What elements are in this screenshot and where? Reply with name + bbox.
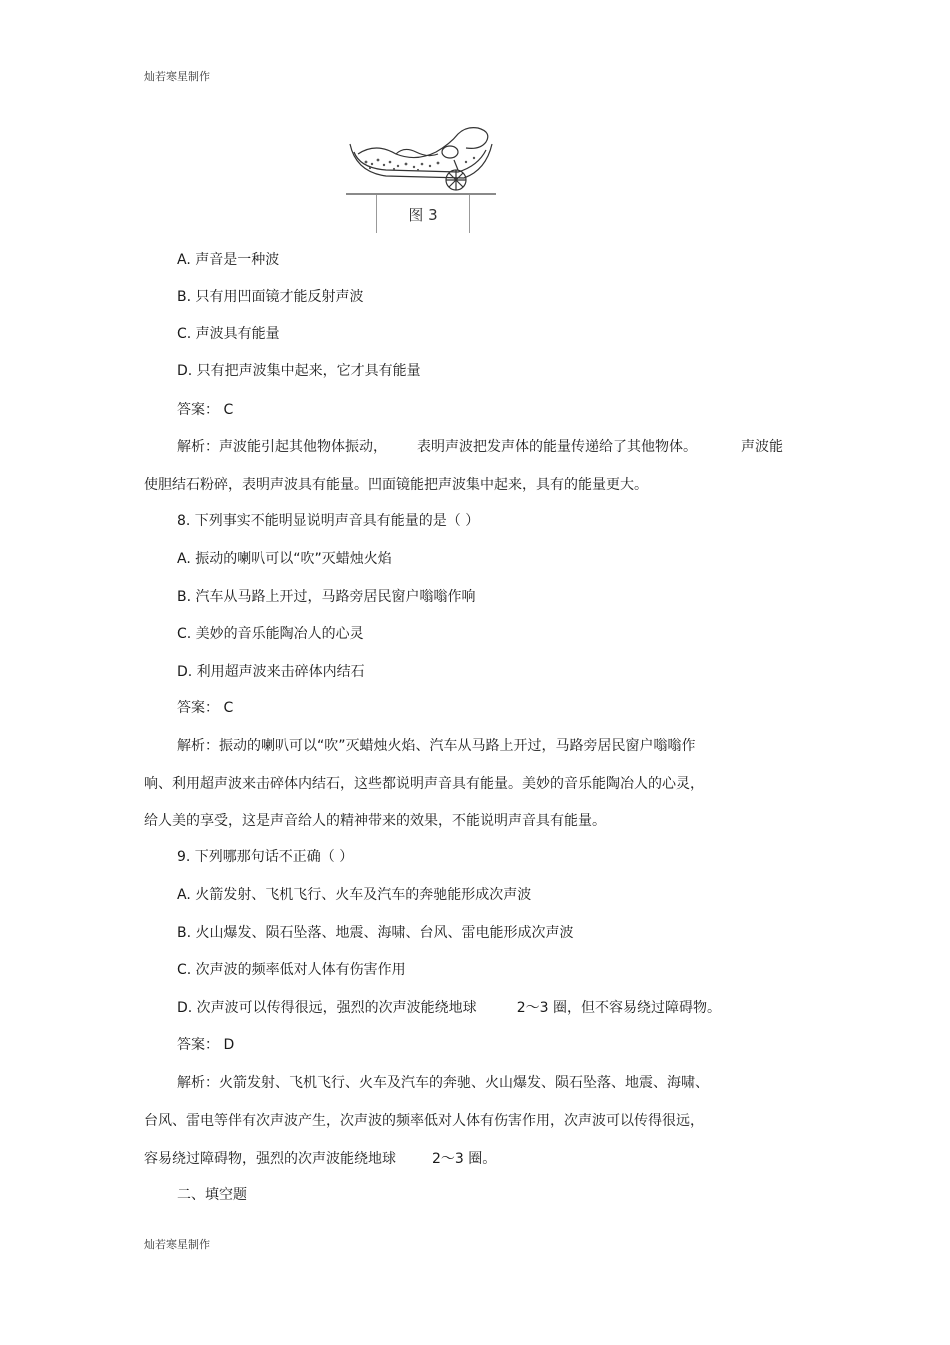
q7-analysis-part-1: 解析：声波能引起其他物体振动， [177, 439, 387, 455]
q8-option-b: B. 汽车从马路上开过，马路旁居民窗户嗡嗡作响 [177, 589, 476, 605]
q7-option-a: A. 声音是一种波 [177, 252, 280, 268]
q9-option-b: B. 火山爆发、陨石坠落、地震、海啸、台风、雷电能形成次声波 [177, 925, 574, 941]
q9-analysis-line-1: 解析：火箭发射、飞机飞行、火车及汽车的奔驰、火山爆发、陨石坠落、地震、海啸、 [177, 1075, 709, 1091]
q9-option-d [177, 999, 721, 1017]
q9-option-d-part-2: 2～3 圈，但不容易绕过障碍物。 [516, 1000, 721, 1016]
q7-option-d: D. 只有把声波集中起来，它才具有能量 [177, 363, 421, 379]
q8-analysis-line-2: 响、利用超声波来击碎体内结石，这些都说明声音具有能量。美妙的音乐能陶冶人的心灵， [144, 776, 704, 792]
page-header: 灿若寒星制作 [144, 70, 210, 83]
q7-analysis-line-2: 使胆结石粉碎，表明声波具有能量。凹面镜能把声波集中起来，具有的能量更大。 [144, 477, 648, 493]
q7-option-c: C. 声波具有能量 [177, 326, 280, 342]
q7-analysis-part-3: 声波能 [741, 439, 783, 455]
q7-analysis-line-1 [177, 438, 783, 456]
q9-analysis-line-3 [144, 1150, 496, 1168]
q8-option-d: D. 利用超声波来击碎体内结石 [177, 664, 365, 680]
q9-option-a: A. 火箭发射、飞机飞行、火车及汽车的奔驰能形成次声波 [177, 887, 532, 903]
q9-analysis-last-part-2: 2～3 圈。 [432, 1151, 497, 1167]
q9-stem: 9. 下列哪那句话不正确（ ） [177, 849, 354, 865]
q9-analysis-line-2: 台风、雷电等伴有次声波产生，次声波的频率低对人体有伤害作用，次声波可以传得很远， [144, 1113, 704, 1129]
section-heading: 二、填空题 [177, 1187, 247, 1203]
q8-option-c: C. 美妙的音乐能陶冶人的心灵 [177, 626, 364, 642]
q9-analysis-last-part-1: 容易绕过障碍物，强烈的次声波能绕地球 [144, 1151, 396, 1167]
q7-analysis-part-2: 表明声波把发声体的能量传递给了其他物体。 [417, 439, 697, 455]
page-footer: 灿若寒星制作 [144, 1238, 210, 1251]
q8-option-a: A. 振动的喇叭可以“吹”灭蜡烛火焰 [177, 551, 392, 567]
q7-answer: 答案： C [177, 402, 234, 418]
q8-analysis-line-1: 解析：振动的喇叭可以“吹”灭蜡烛火焰、汽车从马路上开过，马路旁居民窗户嗡嗡作 [177, 738, 696, 754]
q8-analysis-line-3: 给人美的享受，这是声音给人的精神带来的效果，不能说明声音具有能量。 [144, 813, 606, 829]
figure-caption-box [376, 195, 470, 233]
q9-option-c: C. 次声波的频率低对人体有伤害作用 [177, 962, 406, 978]
q8-stem: 8. 下列事实不能明显说明声音具有能量的是（ ） [177, 513, 480, 529]
q7-option-b: B. 只有用凹面镜才能反射声波 [177, 289, 364, 305]
q9-option-d-part-1: D. 次声波可以传得很远，强烈的次声波能绕地球 [177, 1000, 477, 1016]
figure-caption: 图 3 [408, 206, 438, 224]
q9-answer: 答案： D [177, 1037, 235, 1053]
q8-answer: 答案： C [177, 700, 234, 716]
